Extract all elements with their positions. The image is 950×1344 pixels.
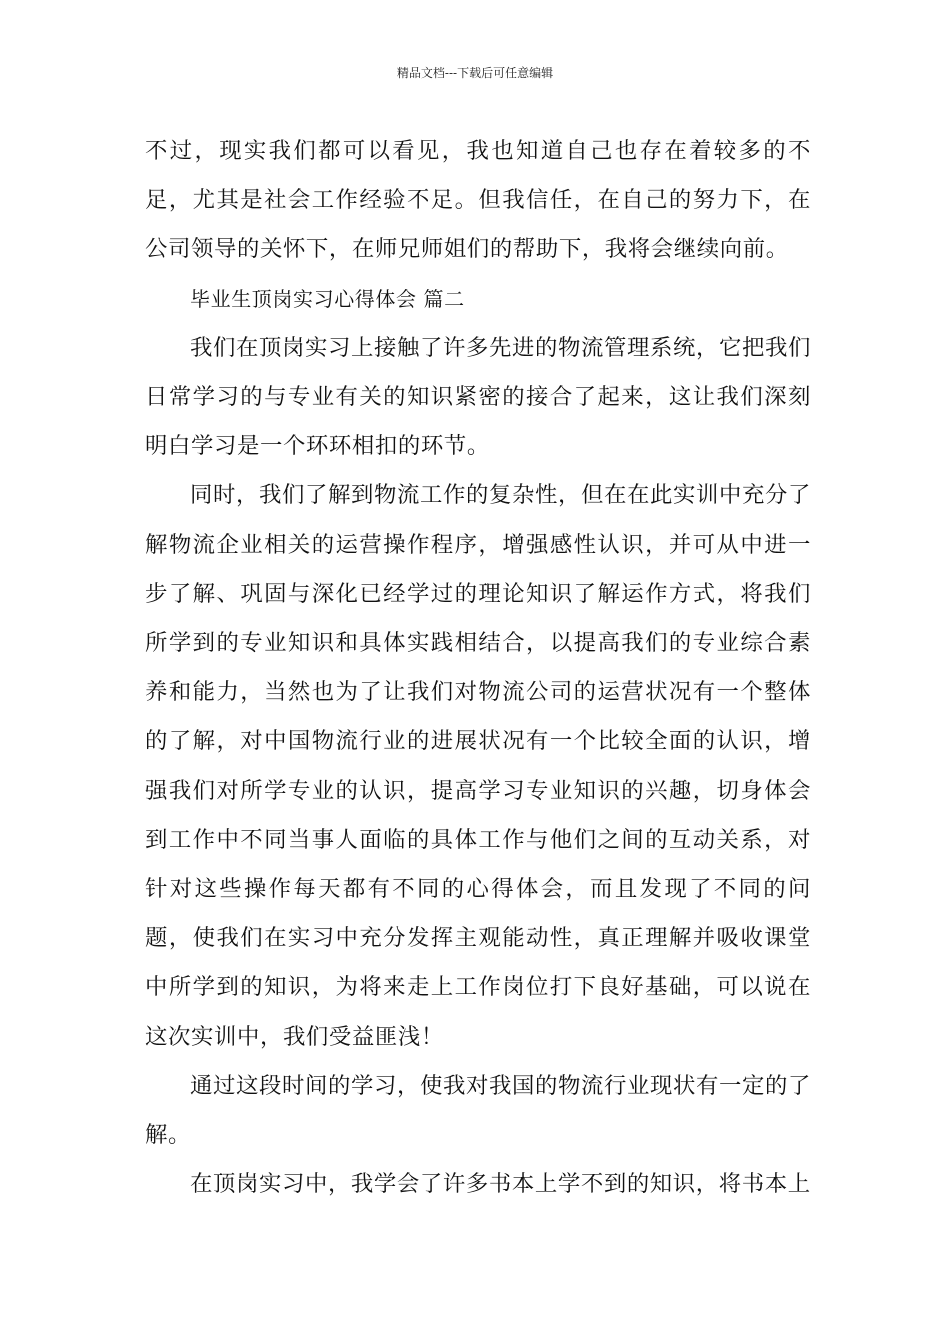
section-heading: 毕业生顶岗实习心得体会 篇二 bbox=[190, 286, 465, 311]
paragraph-continued: 不过，现实我们都可以看见，我也知道自己也存在着较多的不足，尤其是社会工作经验不足。但我信任，在自己的努力下，在公司领导的关怀下，在师兄师姐们的帮助下，我将会继续向前。 bbox=[145, 138, 811, 263]
paragraph-4: 在顶岗实习中，我学会了许多书本上学不到的知识，将书本上 bbox=[190, 1171, 811, 1198]
paragraph-2: 同时，我们了解到物流工作的复杂性，但在在此实训中充分了解物流企业相关的运营操作程序，增强感性认识，并可从中进一步了解、巩固与深化已经学过的理论知识了解运作方式，将我们所学到的专业知识和具体实践相结合，以提高我们的专业综合素养和能力，当然也为了让我们对物流公司的运营状况有一个整体的了解，对中国物流行业的进展状况有一个比较全面的认识，增强我们对所学专业的认识，提高学习专业知识的兴趣，切身体会到工作中不同当事人面临的具体工作与他们之间的互动关系，对针对这些操作每天都有不同的心得体会，而且发现了不同的问题，使我们在实习中充分发挥主观能动性，真正理解并吸收课堂中所学到的知识，为将来走上工作岗位打下良好基础，可以说在这次实训中，我们受益匪浅！ bbox=[145, 482, 811, 1050]
paragraph-3: 通过这段时间的学习，使我对我国的物流行业现状有一定的了解。 bbox=[145, 1072, 811, 1149]
document-body bbox=[145, 127, 811, 1209]
paragraph-1: 我们在顶岗实习上接触了许多先进的物流管理系统，它把我们日常学习的与专业有关的知识紧密的接合了起来，这让我们深刻明白学习是一个环环相扣的环节。 bbox=[145, 334, 811, 460]
page-header: 精品文档---下载后可任意编辑 bbox=[396, 66, 554, 80]
